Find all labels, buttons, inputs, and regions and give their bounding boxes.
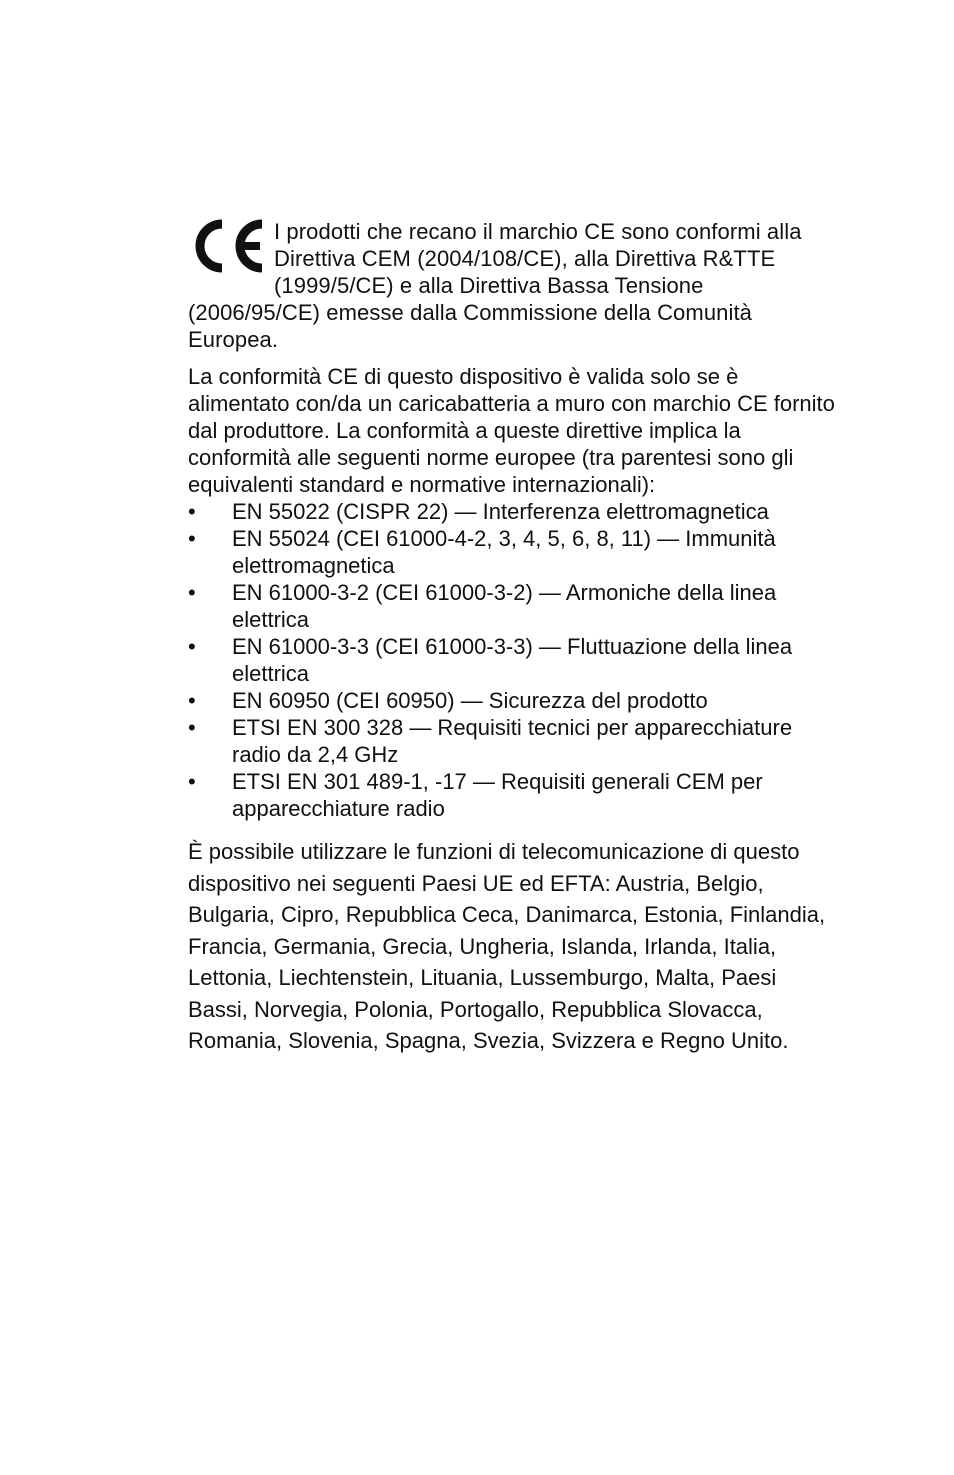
standard-text: EN 55024 (CEI 61000-4-2, 3, 4, 5, 6, 8, 11) — Immunità elettromagnetica xyxy=(232,526,776,578)
standard-item xyxy=(188,525,838,579)
bullet-icon: • xyxy=(188,688,196,713)
ce-intro-text: I prodotti che recano il marchio CE sono conformi alla Direttiva CEM (2004/108/CE), alla Direttiva R&TTE (1999/5/CE) e alla Direttiva Bassa Tensione (2006/95/CE) emesse dalla Commissione della Comunità Europea. xyxy=(188,219,802,352)
bullet-icon: • xyxy=(188,769,196,794)
conformity-paragraph: La conformità CE di questo dispositivo è valida solo se è alimentato con/da un caricabatteria a muro con marchio CE fornito dal produttore. La conformità a queste direttive implica la conformità alle seguenti norme europee (tra parentesi sono gli equivalenti standard e normative internazionali): xyxy=(188,364,835,497)
standard-item xyxy=(188,633,838,687)
bullet-icon: • xyxy=(188,715,196,740)
bullet-icon: • xyxy=(188,499,196,524)
bullet-icon: • xyxy=(188,580,196,605)
standard-item xyxy=(188,498,838,525)
standard-text: EN 61000-3-2 (CEI 61000-3-2) — Armoniche della linea elettrica xyxy=(232,580,777,632)
standard-text: EN 61000-3-3 (CEI 61000-3-3) — Fluttuazione della linea elettrica xyxy=(232,634,793,686)
compliance-page xyxy=(188,218,838,1057)
standard-item xyxy=(188,687,838,714)
standard-text: ETSI EN 300 328 — Requisiti tecnici per apparecchiature radio da 2,4 GHz xyxy=(232,715,793,767)
countries-paragraph: È possibile utilizzare le funzioni di telecomunicazione di questo dispositivo nei seguenti Paesi UE ed EFTA: Austria, Belgio, Bulgaria, Cipro, Repubblica Ceca, Danimarca, Estonia, Finlandia, Francia, Germania, Grecia, Ungheria, Islanda, Irlanda, Italia, Lettonia, Liechtenstein, Lituania, Lussemburgo, Malta, Paesi Bassi, Norvegia, Polonia, Portogallo, Repubblica Slovacca, Romania, Slovenia, Spagna, Svezia, Svizzera e Regno Unito. xyxy=(188,839,826,1053)
standards-list xyxy=(188,498,838,822)
standard-text: EN 55022 (CISPR 22) — Interferenza elettromagnetica xyxy=(232,499,769,524)
standard-item xyxy=(188,579,838,633)
standard-item xyxy=(188,768,838,822)
bullet-icon: • xyxy=(188,526,196,551)
ce-mark-logo xyxy=(188,218,268,278)
bullet-icon: • xyxy=(188,634,196,659)
standard-text: ETSI EN 301 489-1, -17 — Requisiti generali CEM per apparecchiature radio xyxy=(232,769,763,821)
standard-text: EN 60950 (CEI 60950) — Sicurezza del prodotto xyxy=(232,688,708,713)
standard-item xyxy=(188,714,838,768)
ce-statement xyxy=(188,218,838,353)
